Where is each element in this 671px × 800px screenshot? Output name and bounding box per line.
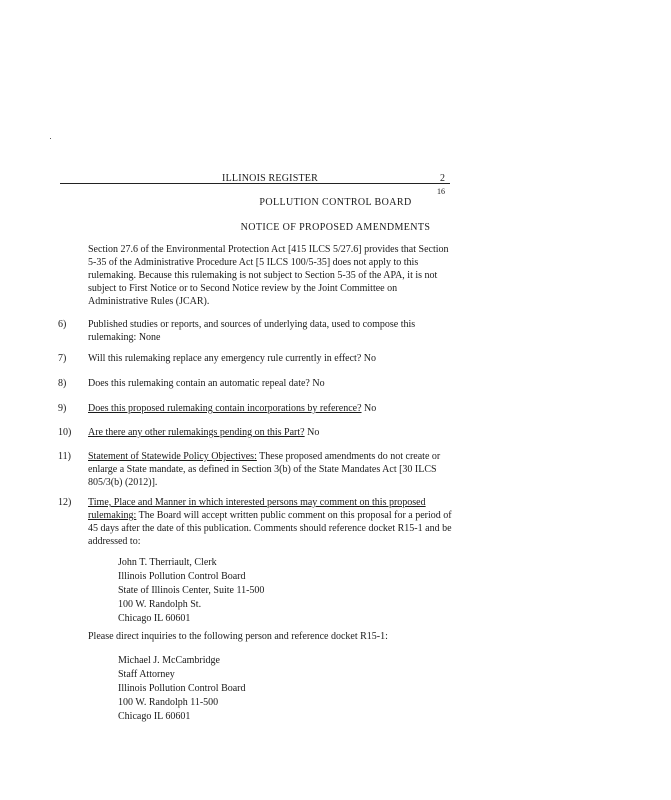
item-label: Statement of Statewide Policy Objectives:: [88, 451, 257, 462]
item-number: 11): [58, 451, 71, 462]
address-line: 100 W. Randolph St.: [118, 599, 202, 610]
item-number: 8): [58, 378, 67, 389]
item-text: Time, Place and Manner in which interested persons may comment on this proposed rulemaking: The Board will accept written public comment on this proposal for a period of 45 days after the date of this publication. Comments should reference docket R15-1 and be addressed to:: [88, 497, 452, 547]
inquiry-text: Please direct inquiries to the following person and reference docket R15-1:: [88, 631, 388, 642]
notice-heading: NOTICE OF PROPOSED AMENDMENTS: [240, 222, 431, 233]
address-line: State of Illinois Center, Suite 11-500: [118, 585, 265, 596]
agency-heading: POLLUTION CONTROL BOARD: [259, 197, 412, 208]
page-number: 2: [440, 173, 445, 184]
item-label: Time, Place and Manner in which interested persons may comment on this proposed rulemaking:: [88, 497, 426, 521]
page-subnumber: 16: [437, 187, 445, 196]
clerk-address: [118, 556, 264, 626]
item-label: Are there any other rulemakings pending on this Part?: [88, 427, 305, 438]
item-number: 10): [58, 427, 72, 438]
intro-paragraph: Section 27.6 of the Environmental Protection Act [415 ILCS 5/27.6] provides that Section 5-35 of the Administrative Procedure Act [5 ILCS 100/5-35] does not apply to this rulemaking. Because this rulemaking is not subject to Section 5-35 of the APA, it is not subject to First Notice or to Second Notice review by the Joint Committee on Administrative Rules (JCAR).: [88, 244, 449, 307]
item-label: Does this proposed rulemaking contain incorporations by reference?: [88, 403, 362, 414]
scan-speck: [50, 138, 51, 139]
address-line: Chicago IL 60601: [118, 711, 191, 722]
address-line: Michael J. McCambridge: [118, 655, 220, 666]
item-number: 7): [58, 353, 67, 364]
attorney-address: [118, 654, 246, 724]
item-text: Does this proposed rulemaking contain incorporations by reference? No: [88, 403, 377, 414]
item-number: 12): [58, 497, 72, 508]
item-text: Will this rulemaking replace any emergency rule currently in effect? No: [88, 353, 376, 364]
address-line: Illinois Pollution Control Board: [118, 571, 246, 582]
address-line: Chicago IL 60601: [118, 613, 191, 624]
item-text: Are there any other rulemakings pending on this Part? No: [88, 427, 320, 438]
item-number: 9): [58, 403, 67, 414]
address-line: 100 W. Randolph 11-500: [118, 697, 219, 708]
item-number: 6): [58, 319, 67, 330]
item-text: Does this rulemaking contain an automatic repeal date? No: [88, 378, 325, 389]
register-title: ILLINOIS REGISTER: [222, 173, 318, 184]
address-line: Illinois Pollution Control Board: [118, 683, 246, 694]
address-line: Staff Attorney: [118, 669, 175, 680]
address-line: John T. Therriault, Clerk: [118, 557, 217, 568]
item-text: Statement of Statewide Policy Objectives: These proposed amendments do not create or enlarge a State mandate, as defined in Section 3(b) of the State Mandates Act [30 ILCS 805/3(b) (2012)].: [88, 451, 441, 488]
item-text: Published studies or reports, and sources of underlying data, used to compose this rulemaking: None: [88, 319, 416, 343]
